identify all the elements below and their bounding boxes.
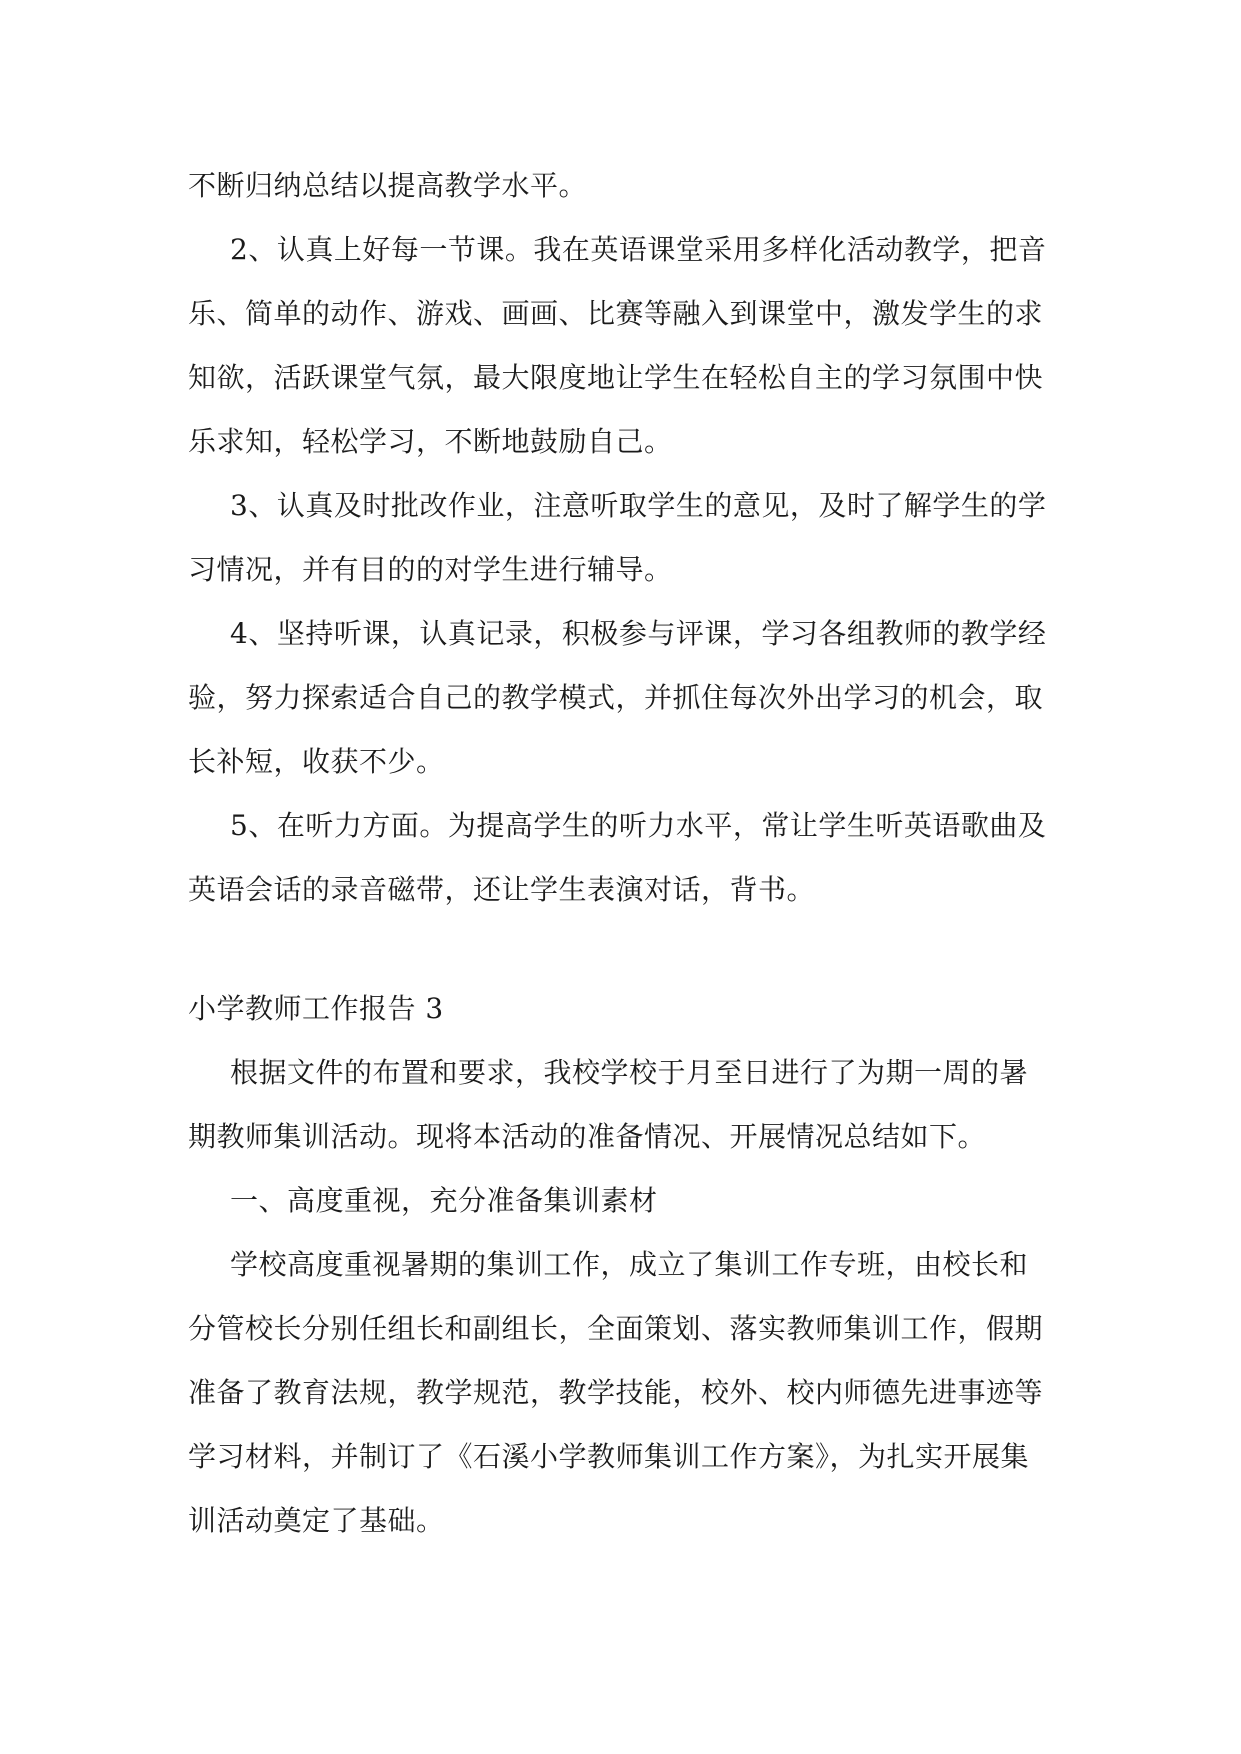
subsection-heading: 一、高度重视，充分准备集训素材: [230, 1184, 658, 1217]
paragraph-line: 3、认真及时批改作业，注意听取学生的意见，及时了解学生的学: [230, 489, 1047, 522]
paragraph-line: 训活动奠定了基础。: [188, 1504, 445, 1537]
paragraph-line: 4、坚持听课，认真记录，积极参与评课，学习各组教师的教学经: [230, 617, 1047, 650]
paragraph-line: 期教师集训活动。现将本活动的准备情况、开展情况总结如下。: [188, 1120, 987, 1153]
paragraph-line: 学习材料，并制订了《石溪小学教师集训工作方案》，为扎实开展集: [188, 1440, 1030, 1473]
paragraph-line: 不断归纳总结以提高教学水平。: [188, 169, 588, 202]
paragraph-line: 5、在听力方面。为提高学生的听力水平，常让学生听英语歌曲及: [230, 809, 1047, 842]
paragraph-line: 2、认真上好每一节课。我在英语课堂采用多样化活动教学，把音: [230, 233, 1047, 266]
paragraph-line: 知欲，活跃课堂气氛，最大限度地让学生在轻松自主的学习氛围中快: [188, 361, 1044, 394]
paragraph-line: 乐求知，轻松学习，不断地鼓励自己。: [188, 425, 673, 458]
paragraph-line: 准备了教育法规，教学规范，教学技能，校外、校内师德先进事迹等: [188, 1376, 1044, 1409]
paragraph-line: 验，努力探索适合自己的教学模式，并抓住每次外出学习的机会，取: [188, 681, 1044, 714]
paragraph-line: 英语会话的录音磁带，还让学生表演对话，背书。: [188, 873, 816, 906]
section-heading: 小学教师工作报告 3: [188, 992, 444, 1025]
paragraph-line: 根据文件的布置和要求，我校学校于月至日进行了为期一周的暑: [230, 1056, 1029, 1089]
document-body: [188, 158, 1058, 1557]
paragraph-line: 分管校长分别任组长和副组长，全面策划、落实教师集训工作，假期: [188, 1312, 1044, 1345]
paragraph-line: 习情况，并有目的的对学生进行辅导。: [188, 553, 673, 586]
paragraph-line: 学校高度重视暑期的集训工作，成立了集训工作专班，由校长和: [230, 1248, 1029, 1281]
paragraph-line: 长补短，收获不少。: [188, 745, 445, 778]
paragraph-line: 乐、简单的动作、游戏、画画、比赛等融入到课堂中，激发学生的求: [188, 297, 1044, 330]
